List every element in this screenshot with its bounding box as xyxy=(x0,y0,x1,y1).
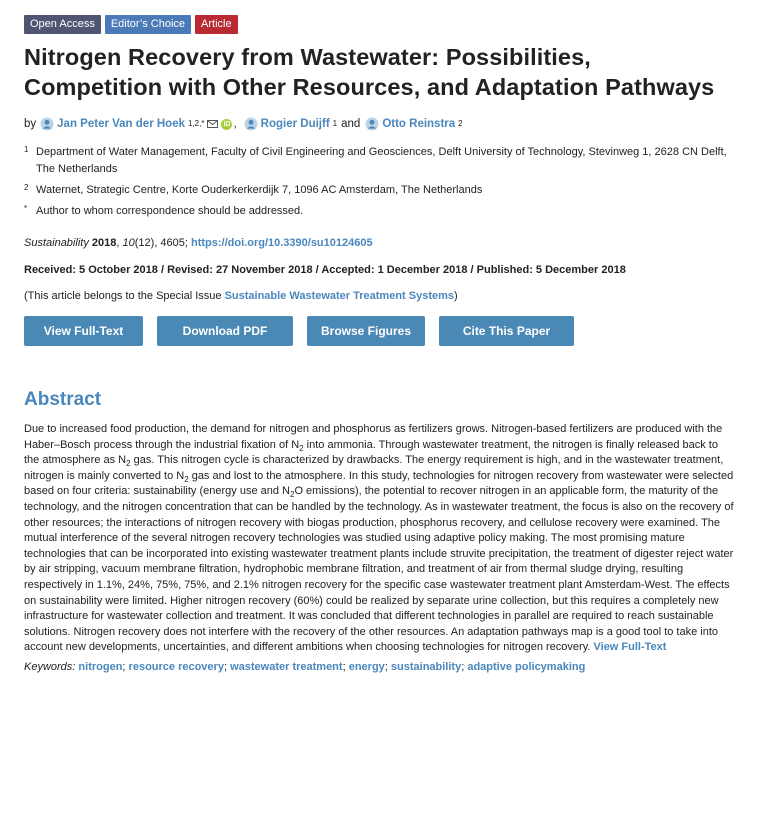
action-buttons xyxy=(24,316,733,346)
affiliation-number: 1 xyxy=(24,145,29,154)
publication-dates: Received: 5 October 2018 / Revised: 27 November 2018 / Accepted: 1 December 2018 / Published: 5 December 2018 xyxy=(24,264,626,276)
keywords-line xyxy=(24,661,733,673)
browse-figures-button[interactable]: Browse Figures xyxy=(307,316,425,346)
subscript: 2 xyxy=(184,474,189,484)
affiliation-text: Department of Water Management, Faculty of Civil Engineering and Geosciences, Delft University of Technology, Stevinweg 1, 2628 CN Delft, The Netherlands xyxy=(36,146,727,175)
author-name-3[interactable]: Otto Reinstra xyxy=(382,118,456,130)
keyword-separator: ; xyxy=(384,660,388,673)
abstract-heading: Abstract xyxy=(24,389,102,410)
subscript: 2 xyxy=(289,490,295,500)
affiliation-text: Waternet, Strategic Centre, Korte Ouderkerkerdijk 7, 1096 AC Amsterdam, The Netherlands xyxy=(36,184,483,196)
affiliation-number: * xyxy=(24,204,28,213)
view-full-text-button[interactable]: View Full-Text xyxy=(24,316,143,346)
author-profile-icon xyxy=(365,117,379,131)
special-issue-suffix: ) xyxy=(454,290,458,302)
author-profile-icon xyxy=(244,117,258,131)
author-name-1[interactable]: Jan Peter Van der Hoek xyxy=(57,118,185,130)
and-label: and xyxy=(341,118,361,130)
cite-paper-button[interactable]: Cite This Paper xyxy=(439,316,574,346)
keyword-link[interactable]: adaptive policymaking xyxy=(467,660,586,673)
citation-year: 2018 xyxy=(91,237,117,249)
citation-pages: , 4605; xyxy=(154,237,188,249)
keyword-link[interactable]: nitrogen xyxy=(78,660,123,673)
journal-name: Sustainability xyxy=(24,237,89,249)
affiliation-item xyxy=(24,144,733,178)
keyword-separator: ; xyxy=(342,660,346,673)
keyword-link[interactable]: sustainability xyxy=(390,660,462,673)
orcid-icon[interactable]: iD xyxy=(223,120,231,128)
affiliation-number: 2 xyxy=(24,183,29,192)
editors-choice-badge[interactable]: Editor’s Choice xyxy=(105,15,191,34)
keyword-separator: ; xyxy=(461,660,465,673)
by-label: by xyxy=(24,118,37,130)
subscript: 2 xyxy=(126,459,131,469)
abstract-part: gas. This nitrogen cycle is characterized by drawbacks. The energy requirement is high, and in the wastewater treatment, nitrogen is mainly converted to N xyxy=(24,454,724,482)
abstract-text xyxy=(24,422,736,656)
affiliation-item xyxy=(24,203,733,220)
citation-issue: (12) xyxy=(134,237,155,249)
affiliation-list xyxy=(24,144,733,220)
abstract-part: Due to increased food production, the demand for nitrogen and phosphorus as fertilizers grows. Nitrogen-based fertilizers are produced with the Haber–Bosch process through the industrial fixation of N xyxy=(24,423,723,451)
keyword-link[interactable]: resource recovery xyxy=(128,660,224,673)
keywords-label: Keywords: xyxy=(24,660,76,673)
open-access-badge[interactable]: Open Access xyxy=(24,15,101,34)
citation-volume: 10 xyxy=(122,237,135,249)
abstract-full-text-link[interactable]: View Full-Text xyxy=(593,641,667,654)
special-issue-prefix: (This article belongs to the Special Issue xyxy=(24,290,222,302)
abstract-part: O emissions), the potential to recover nitrogen in an applicable form, the maturity of the technology, and the nitrogen concentration that can be handled by the technology. As in wastewater treatment, the focus is also on the recovery of other resources; the interactions of nitrogen recovery with biogas production, phosphorus recovery, and cellulose recovery were examined. The mutual interference of the several nitrogen recovery technologies was studied using adaptive policy making. The most promising mature technologies that can be incorporated into existing wastewater treatment plants include struvite precipitation, the treatment of digester reject water by air stripping, vacuum membrane filtration, hydrophobic membrane filtration, and treatment of air from thermal sludge drying, resulting respectively in 1.1%, 24%, 75%, 75%, and 2.1% nitrogen recovery for the specific case wastewater treatment plant Amsterdam-West. The effects on sustainability were limited. Higher nitrogen recovery (60%) could be realized by separate urine collection, but this requires a completely new infrastructure for wastewater collection and treatment. It was concluded that different technologies in parallel are required to reach sustainable solutions. Nitrogen recovery does not interfere with the recovery of the other resources. An adaptation pathways map is a good tool to take into account new developments, uncertainties, and different ambitions when choosing technologies for nitrogen recovery. xyxy=(24,485,734,654)
author-separator: , xyxy=(233,118,237,130)
subscript: 2 xyxy=(299,443,304,453)
article-title: Nitrogen Recovery from Wastewater: Possibilities, Competition with Other Resources, and Adaptation Pathways xyxy=(24,44,715,100)
doi-link[interactable]: https://doi.org/10.3390/su10124605 xyxy=(191,237,373,249)
affiliation-text: Author to whom correspondence should be addressed. xyxy=(36,205,304,217)
article-type-badge: Article xyxy=(195,15,238,34)
author-list: by Jan Peter Van der Hoek 1,2,* iD , Rogier Duijff 1 and Otto Reinstra 2 xyxy=(24,118,463,130)
special-issue-link[interactable]: Sustainable Wastewater Treatment Systems xyxy=(224,290,455,302)
mail-icon[interactable] xyxy=(207,120,218,128)
keyword-separator: ; xyxy=(223,660,228,673)
keyword-link[interactable]: wastewater treatment xyxy=(230,660,343,673)
author-profile-icon xyxy=(40,117,54,131)
citation-line: Sustainability 2018, 10(12), 4605; https://doi.org/10.3390/su10124605 xyxy=(24,237,373,249)
abstract-part: gas and lost to the atmosphere. In this study, technologies for nitrogen recovery from wastewater were selected based on four criteria: sustainability (energy use and N xyxy=(24,469,734,498)
keyword-separator: ; xyxy=(122,660,126,673)
special-issue-note xyxy=(24,290,733,302)
abstract-part: into ammonia. Through wastewater treatment, the nitrogen is finally released back to the atmosphere as N xyxy=(24,438,718,467)
download-pdf-button[interactable]: Download PDF xyxy=(157,316,293,346)
keyword-link[interactable]: energy xyxy=(348,660,385,673)
author-name-2[interactable]: Rogier Duijff xyxy=(260,118,330,130)
badge-row xyxy=(24,15,733,34)
affiliation-item xyxy=(24,182,733,199)
